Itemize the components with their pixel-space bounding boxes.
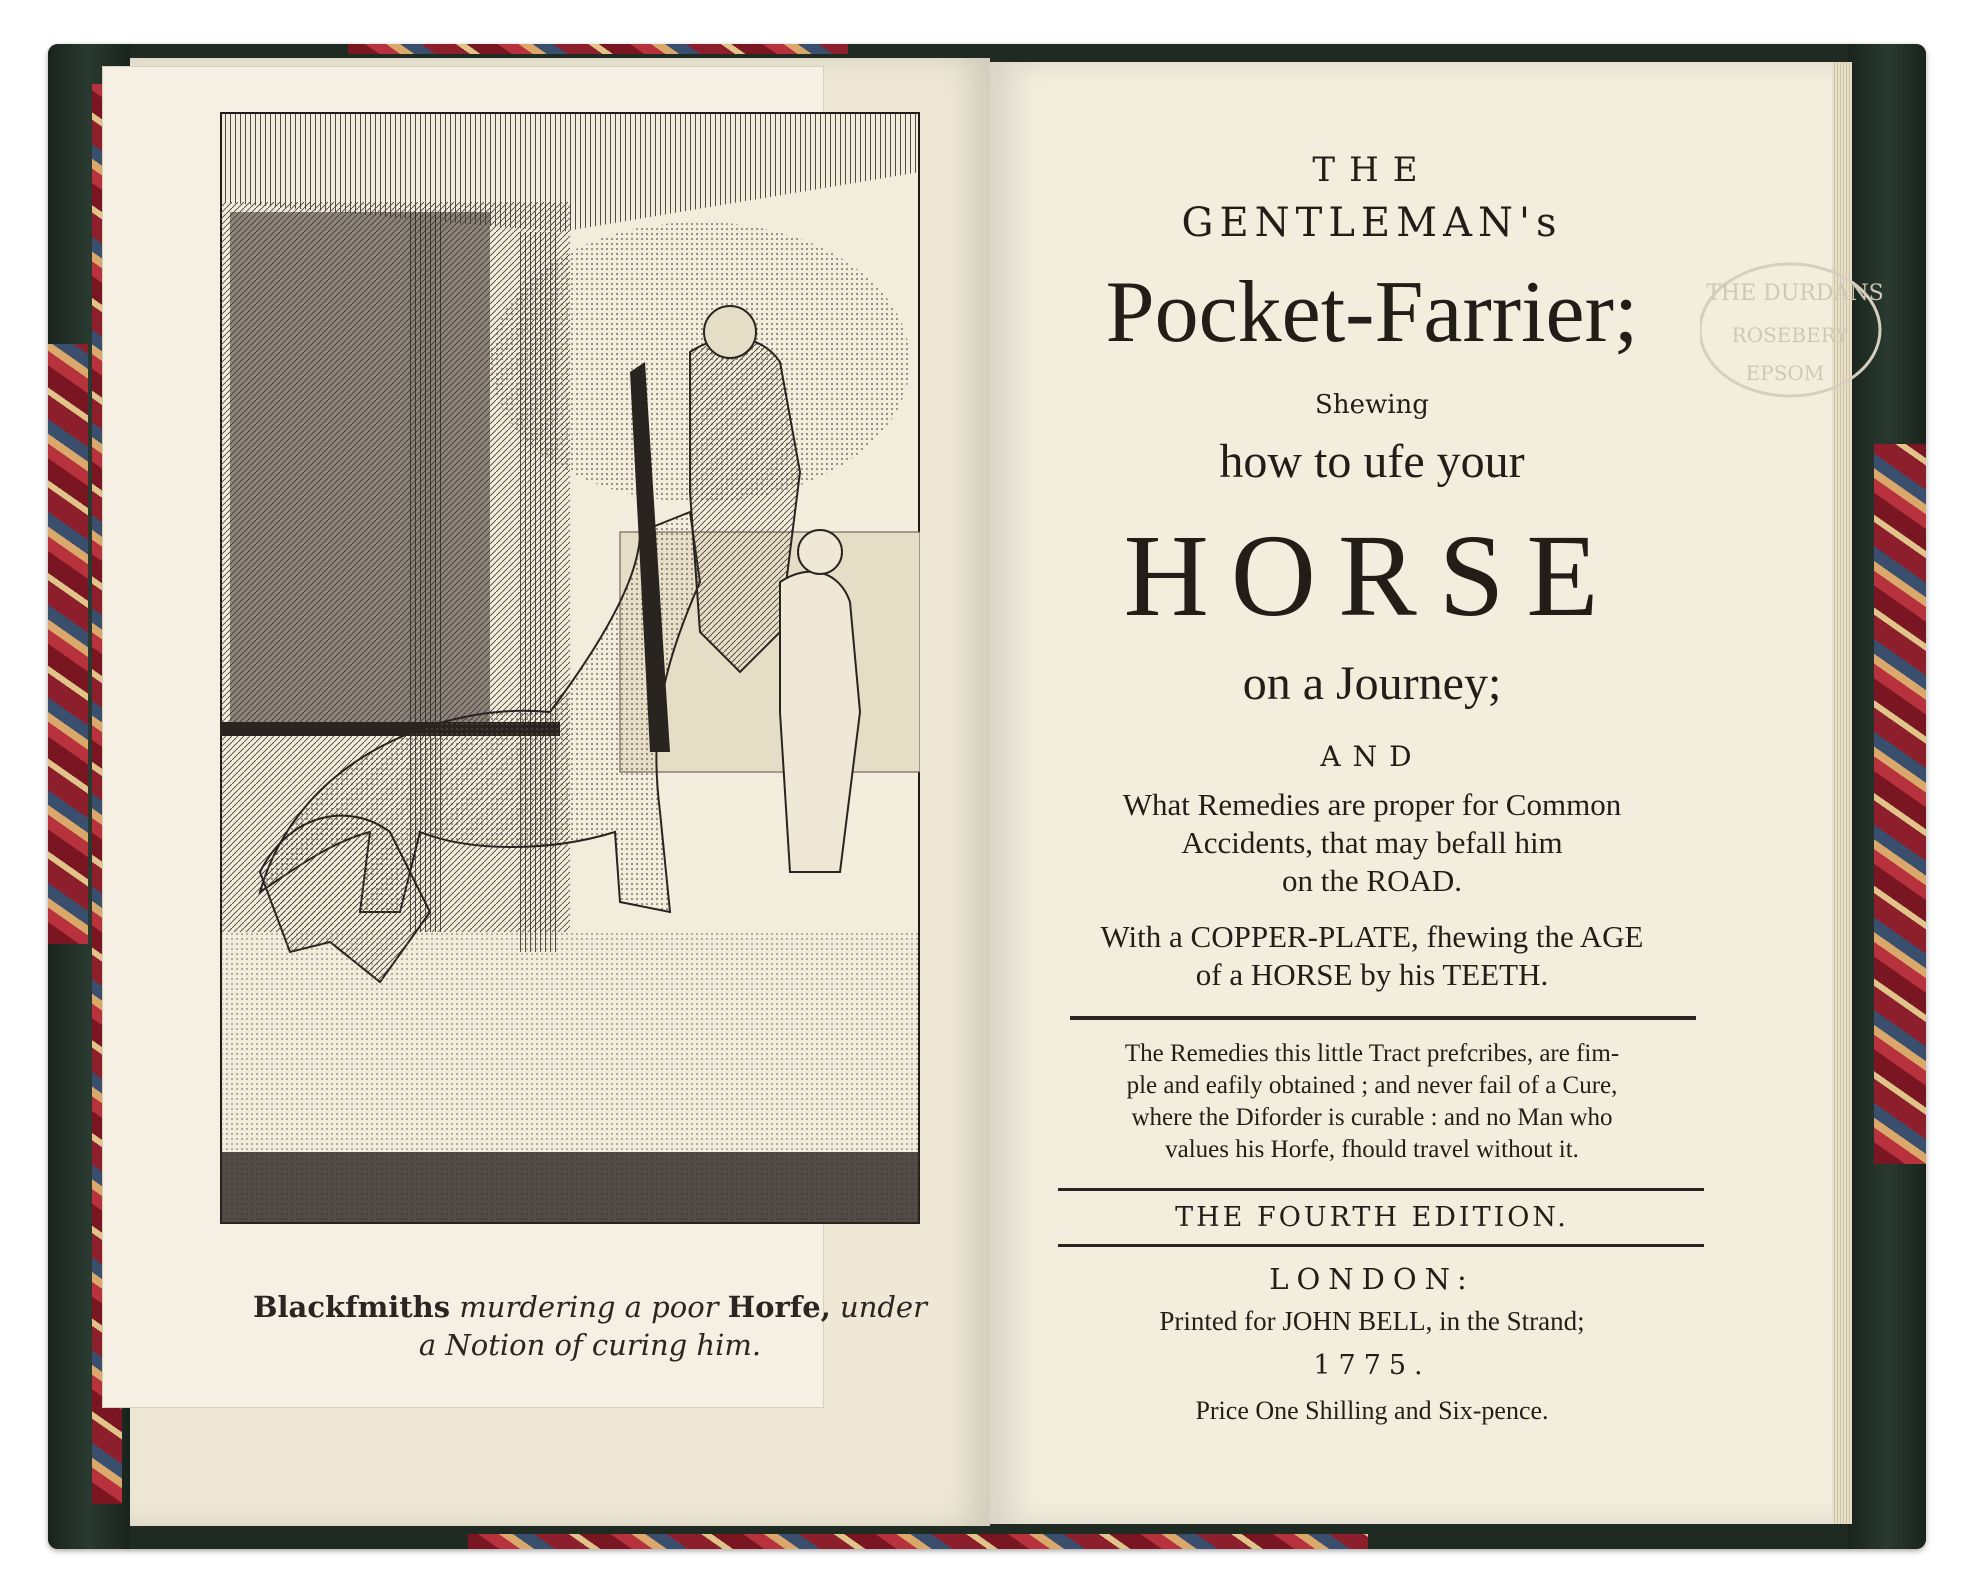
remedies-line-2: Accidents, that may befall him [1181,825,1563,860]
floor-shadow [220,1152,920,1224]
barn-shadow [230,212,490,732]
rule-2 [1058,1188,1704,1191]
caption-word-horse: Horfe, [727,1290,831,1324]
caption-word-blacksmiths: Blackfmiths [253,1290,451,1324]
right-marbled-endpaper [1874,444,1926,1164]
copper-line-2: of a HORSE by his TEETH. [1195,957,1549,992]
caption-line-2 [220,1326,960,1364]
rule-1 [1070,1016,1696,1020]
imprint-price: Price One Shilling and Six-pence. [1195,1396,1549,1425]
imprint-printed-for: Printed for JOHN BELL, in the Strand; [1159,1306,1585,1336]
tract-line-1: The Remedies this little Tract prefcribes, are fim- [1124,1040,1620,1067]
imprint-london: LONDON: [1269,1262,1475,1296]
title-the: THE [1312,150,1432,190]
standing-man-head [704,306,756,358]
frontispiece-caption [220,1288,960,1364]
title-and: AND [1320,740,1424,773]
title-journey: on a Journey; [1242,657,1502,710]
tract-line-3: where the Diforder is curable : and no Man who [1131,1104,1613,1131]
imprint-year: 1775. [1313,1350,1431,1381]
remedies-line-1: What Remedies are proper for Common [1122,787,1622,822]
stamp-line-1: THE DURDANS [1706,281,1884,306]
caption-italic-1: murdering a poor [459,1290,719,1324]
rule-3 [1058,1244,1704,1247]
title-how-to-use: how to ufe your [1219,435,1525,488]
title-gentlemans: GENTLEMAN's [1181,200,1563,246]
bottom-marbled-edge [468,1534,1368,1549]
copper-plate-block [942,918,1802,994]
edition-line: THE FOURTH EDITION. [1175,1202,1569,1233]
left-marbled-endpaper [48,344,88,944]
caption-line-1 [220,1288,960,1326]
top-marbled-edge [348,44,848,54]
caption-italic-2: under [840,1290,927,1324]
caption-italic-3: a Notion of curing him. [418,1328,762,1362]
frontispiece-engraving [220,112,920,1224]
remedies-block [942,786,1802,900]
tract-block [942,1038,1802,1166]
remedies-line-3: on the ROAD. [1282,863,1462,898]
title-horse: HORSE [1123,510,1621,641]
title-shewing: Shewing [1315,390,1429,420]
tract-line-4: values his Horfe, fhould travel without it. [1165,1136,1579,1163]
boy-head [798,530,842,574]
stamp-line-2: ROSEBERY [1731,323,1849,347]
copper-line-1: With a COPPER-PLATE, fhewing the AGE [1100,919,1644,954]
title-pocket-farrier: Pocket-Farrier; [1105,264,1639,361]
stamp-line-3: EPSOM [1745,361,1825,385]
tract-line-2: ple and eafily obtained ; and never fail of a Cure, [1126,1072,1618,1099]
